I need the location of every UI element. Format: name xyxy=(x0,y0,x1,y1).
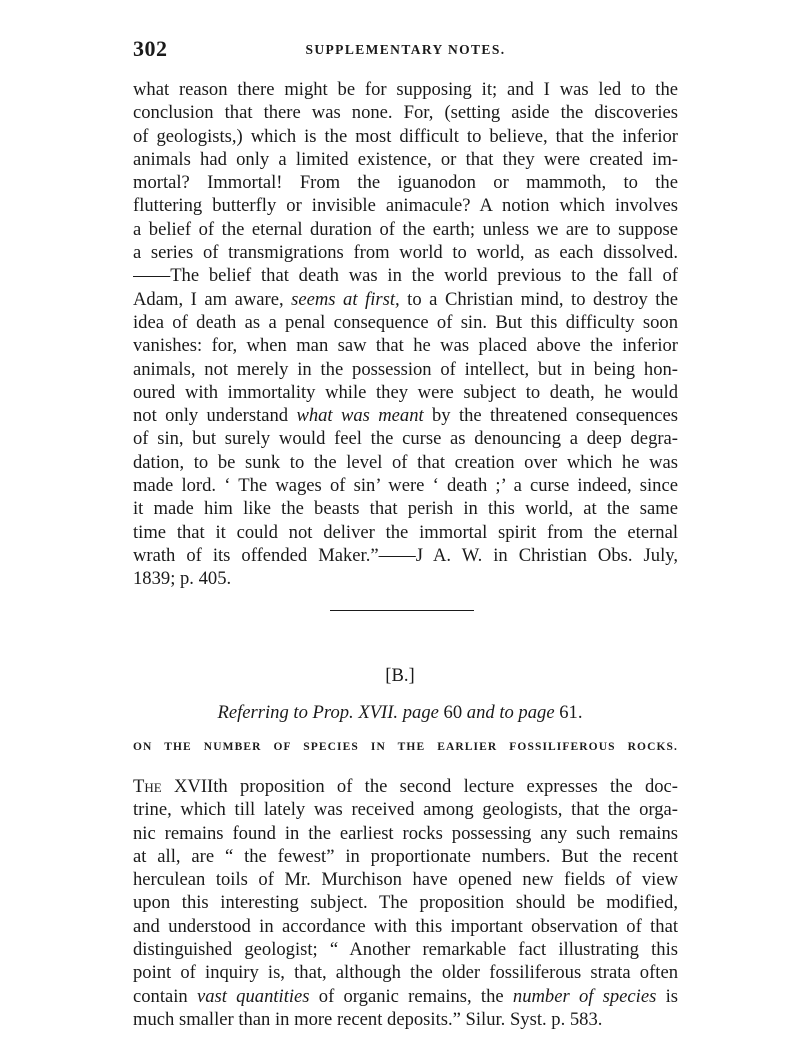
text-line: and understood in accordance with this important observation of that xyxy=(133,915,678,937)
text-run: Adam, I am aware, xyxy=(133,288,292,310)
text-line: vanishes: for, when man saw that he was placed above the inferior xyxy=(133,335,678,357)
text-line: a series of transmigrations from world to world, as each dissolved. xyxy=(133,242,678,264)
note-a-text xyxy=(133,78,678,591)
text-line: 1839; p. 405. xyxy=(133,568,232,590)
reference-line xyxy=(0,702,800,724)
page-number: 302 xyxy=(133,36,168,61)
section-subhead: ON THE NUMBER OF SPECIES IN THE EARLIER FOSSILIFEROUS ROCKS. xyxy=(133,741,678,753)
text-line: nic remains found in the earliest rocks possessing any such remains xyxy=(133,822,678,844)
page-ref: 61 xyxy=(559,702,578,723)
text-line: of geologists,) which is the most difficult to believe, that the inferior xyxy=(133,125,678,147)
text-run: not only understand xyxy=(133,405,297,427)
reference-text: Referring to Prop. XVII. page xyxy=(217,702,444,723)
text-line xyxy=(133,288,678,311)
text-line: ——The belief that death was in the world previous to the fall of xyxy=(133,265,678,287)
text-run: by the threatened consequences xyxy=(423,405,678,427)
text-line: dation, to be sunk to the level of that creation over which he was xyxy=(133,451,678,473)
text-line: much smaller than in more recent deposits.” Silur. Syst. p. 583. xyxy=(133,1008,603,1030)
text-line xyxy=(133,985,678,1008)
emphasis-text: what was meant xyxy=(296,405,424,427)
text-line: fluttering butterfly or invisible animacule? A notion which involves xyxy=(133,195,678,217)
text-run: is xyxy=(656,985,678,1007)
text-run: of organic remains, the xyxy=(309,985,513,1007)
text-line: oured with immortality while they were subject to death, he would xyxy=(133,381,678,403)
text-line: idea of death as a penal consequence of sin. But this difficulty soon xyxy=(133,311,678,333)
emphasis-text: seems at first, xyxy=(291,288,400,310)
emphasis-text: vast quantities xyxy=(196,985,310,1007)
text-line: wrath of its offended Maker.”——J A. W. in Christian Obs. July, xyxy=(133,544,678,566)
reference-text: . xyxy=(577,702,583,723)
text-line: time that it could not deliver the immortal spirit from the eternal xyxy=(133,521,678,543)
lead-word: The xyxy=(133,776,162,797)
text-line: a belief of the eternal duration of the earth; unless we are to suppose xyxy=(133,218,678,240)
text-line: upon this interesting subject. The proposition should be modified, xyxy=(133,892,678,914)
running-head: SUPPLEMENTARY NOTES. xyxy=(305,42,506,57)
text-line: what reason there might be for supposing it; and I was led to the xyxy=(133,79,678,100)
section-mark: [B.] xyxy=(385,665,415,686)
text-line: animals had only a limited existence, or that they were created im- xyxy=(133,148,678,170)
text-line: trine, which till lately was received among geologists, that the orga- xyxy=(133,799,678,821)
page-ref: 60 xyxy=(443,702,463,723)
page-header xyxy=(133,36,678,64)
text-line: of sin, but surely would feel the curse as denouncing a deep degra- xyxy=(133,428,678,450)
text-line xyxy=(133,404,678,427)
text-line: made lord. ‘ The wages of sin’ were ‘ death ;’ a curse indeed, since xyxy=(133,475,678,497)
text-line: distinguished geologist; “ Another remarkable fact illustrating this xyxy=(133,939,678,961)
text-run: contain xyxy=(133,985,197,1007)
section-divider xyxy=(330,610,474,611)
text-line: point of inquiry is, that, although the older fossiliferous strata often xyxy=(133,962,678,984)
text-line: herculean toils of Mr. Murchison have opened new fields of view xyxy=(133,869,678,891)
text-line: animals, not merely in the possession of intellect, but in being hon- xyxy=(133,358,678,380)
reference-text: and to page xyxy=(462,702,560,723)
text-line: at all, are “ the fewest” in proportionate numbers. But the recent xyxy=(133,845,678,867)
text-line: mortal? Immortal! From the iguanodon or mammoth, to the xyxy=(133,172,678,194)
text-line: it made him like the beasts that perish in this world, at the same xyxy=(133,498,678,520)
text-line xyxy=(133,775,678,798)
text-run: to a Christian mind, to destroy the xyxy=(399,288,678,310)
text-line: conclusion that there was none. For, (setting aside the discoveries xyxy=(133,102,678,124)
note-b-text xyxy=(133,775,678,1031)
emphasis-text: number of species xyxy=(512,985,657,1007)
text-run: XVIIth proposition of the second lecture expresses the doc- xyxy=(161,776,678,797)
